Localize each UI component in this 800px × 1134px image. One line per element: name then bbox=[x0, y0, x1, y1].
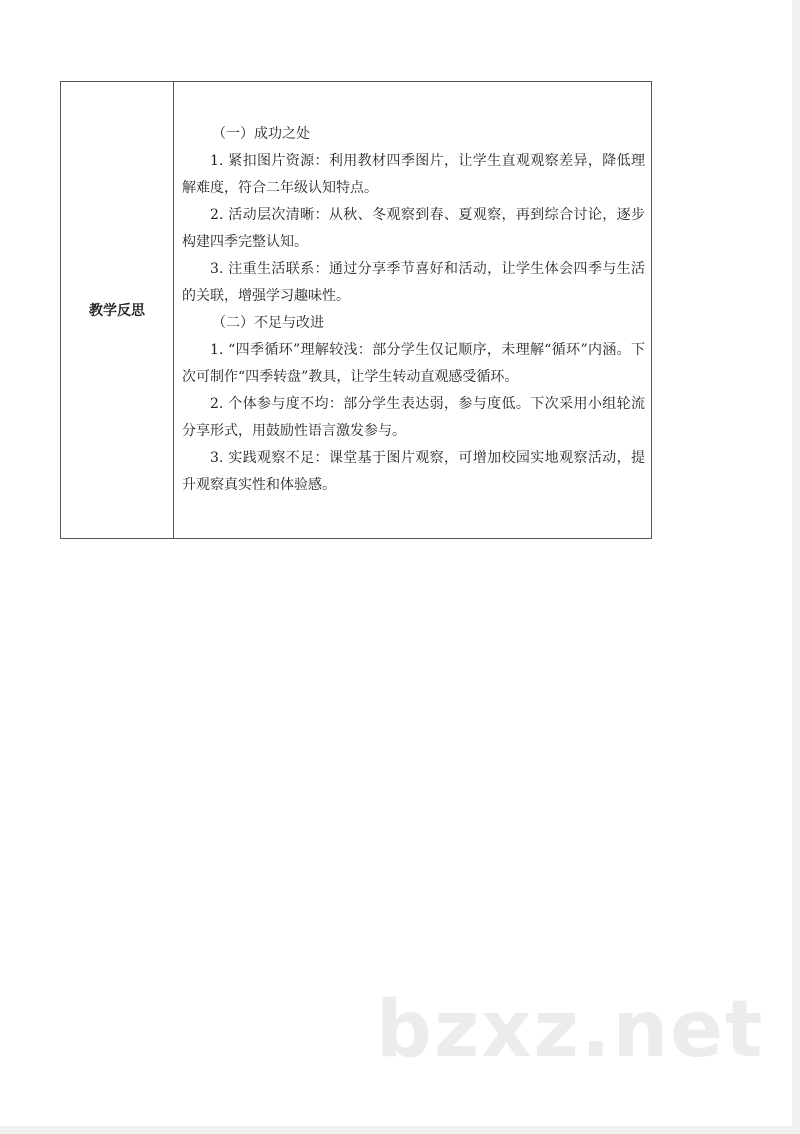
paragraph: 1. “四季循环”理解较浅：部分学生仅记顺序，未理解“循环”内涵。下次可制作“四季转盘”教具，让学生转动直观感受循环。 bbox=[182, 342, 645, 385]
section-heading: （二）不足与改进 bbox=[212, 315, 324, 331]
paragraph: 1. 紧扣图片资源：利用教材四季图片，让学生直观观察差异，降低理解难度，符合二年级认知特点。 bbox=[182, 153, 645, 196]
watermark: bzxz.net bbox=[376, 985, 765, 1075]
row-label: 教学反思 bbox=[61, 82, 174, 539]
section-heading: （一）成功之处 bbox=[212, 126, 310, 142]
content-cell bbox=[174, 82, 652, 539]
table-row bbox=[61, 82, 652, 539]
paragraph: 2. 个体参与度不均：部分学生表达弱，参与度低。下次采用小组轮流分享形式，用鼓励性语言激发参与。 bbox=[182, 396, 645, 439]
paragraph: 3. 实践观察不足：课堂基于图片观察，可增加校园实地观察活动，提升观察真实性和体验感。 bbox=[182, 450, 645, 493]
paragraph: 3. 注重生活联系：通过分享季节喜好和活动，让学生体会四季与生活的关联，增强学习趣味性。 bbox=[182, 261, 645, 304]
page-edge bbox=[792, 0, 800, 1134]
reflection-table bbox=[60, 81, 652, 539]
paragraph: 2. 活动层次清晰：从秋、冬观察到春、夏观察，再到综合讨论，逐步构建四季完整认知。 bbox=[182, 207, 645, 250]
page-edge bbox=[0, 1126, 800, 1134]
